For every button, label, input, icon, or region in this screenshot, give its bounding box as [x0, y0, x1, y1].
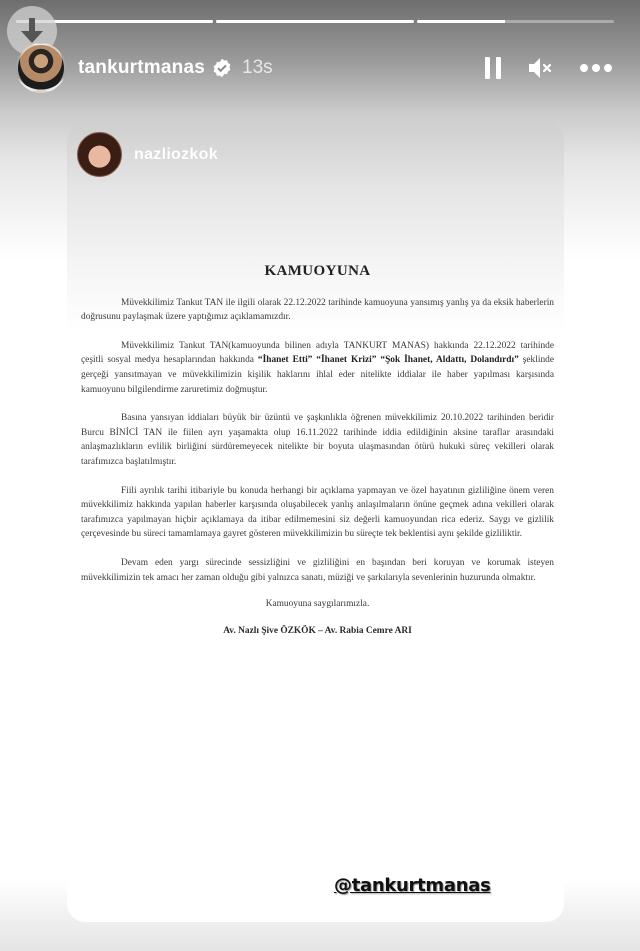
- muted-speaker-icon: [528, 56, 554, 80]
- shared-post-author[interactable]: [77, 132, 218, 177]
- progress-segment-2: [216, 20, 413, 23]
- more-options-button[interactable]: [580, 63, 612, 73]
- document-paragraph-4: Fiili ayrılık tarihi itibariyle bu konuda herhangi bir açıklama yapmayan ve özel hayatının gizliliğine önem veren müvekkilimiz hakkında yapılan haberler karşısında oluşabilecek yanlış anlaşılmaların önüne geçmek adına vekilleri olarak tarafımızca yapılmayan hiçbir açıklamaya da itibar edilmemesini siz değerli kamuoyundan rica ederiz. Saygı ve gizlilik çerçevesinde bu süreci tamamlamaya gayret gösteren müvekkilimizin bu süreçte tek beklentisi aynı şekilde gizliliktir.: [81, 485, 554, 540]
- progress-segment-3: [417, 20, 614, 23]
- quoted-headlines: “İhanet Etti” “İhanet Krizi” “Şok İhanet, Aldattı, Dolandırdı”: [257, 355, 519, 366]
- pause-button[interactable]: [484, 56, 502, 80]
- document-paragraph-1: Müvekkilimiz Tankut TAN ile ilgili olarak 22.12.2022 tarihinde kamuoyuna yansımış yanlış ya da eksik haberlerin doğrusunu paylaşmak üzere yaptığımız açıklamamızdır.: [81, 297, 554, 323]
- document-paragraph-3: Basına yansıyan iddiaları büyük bir üzüntü ve şaşkınlıkla öğrenen müvekkilimiz 20.10.2022 tarihinden beridir Burcu BİNİCİ TAN ile fiilen ayrı yaşamakta olup 16.11.2022 tarihinde iddia edildiğinin aksine taraflar arasındaki anlaşmazlıkların evlilik birliğini sürdüremeyecek nitelikte bir boyuta ulaşmasından ötürü hukuki süreç vekilleri olarak tarafımızca başlatılmıştır.: [81, 413, 554, 467]
- story-header: [16, 44, 640, 92]
- pause-icon: [484, 56, 502, 80]
- more-horizontal-icon: [580, 63, 612, 73]
- mention-sticker[interactable]: @tankurtmanas: [334, 875, 491, 896]
- download-arrow-icon: [18, 16, 46, 46]
- mute-button[interactable]: [528, 56, 554, 80]
- story-username[interactable]: tankurtmanas: [78, 57, 205, 78]
- document-signature: Av. Nazlı Şive ÖZKÖK – Av. Rabia Cemre ARI: [223, 625, 412, 636]
- document-closing: Kamuoyuna saygılarımızla.: [265, 599, 370, 610]
- shared-post-card[interactable]: [67, 122, 564, 922]
- story-progress-bar: [16, 20, 614, 23]
- shared-post-avatar: [77, 132, 122, 177]
- document-paragraph-2: Müvekkilimiz Tankut TAN(kamuoyunda bilinen adıyla TANKURT MANAS) hakkında 22.12.2022 tarihinde çeşitli sosyal medya hesaplarından hakkında “İhanet Etti” “İhanet Krizi” “Şok İhanet, Aldattı, Dolandırdı” şeklinde gerçeği yansıtmayan ve müvekkilimizin kişilik haklarını ihlal eder nitelikte iddialar ile haber yapılması karşısında kamuoyunu bilgilendirme zaruretimiz doğmuştur.: [81, 340, 554, 395]
- avatar[interactable]: [16, 43, 66, 93]
- document-title: KAMUOYUNA: [264, 263, 371, 279]
- statement-document: [81, 264, 554, 638]
- story-controls: [484, 56, 612, 80]
- story-timestamp: 13s: [242, 57, 273, 78]
- shared-post-username: nazliozkok: [134, 145, 218, 163]
- document-paragraph-5: Devam eden yargı sürecinde sessizliğini ve gizliliğini en başından beri koruyan ve korumak isteyen müvekkilimizin tek amacı her zaman olduğu gibi yalnızca sanatı, müziği ve şarkılarıyla sevenlerinin huzurunda olmaktır.: [81, 557, 554, 583]
- verified-badge-icon: [212, 58, 232, 78]
